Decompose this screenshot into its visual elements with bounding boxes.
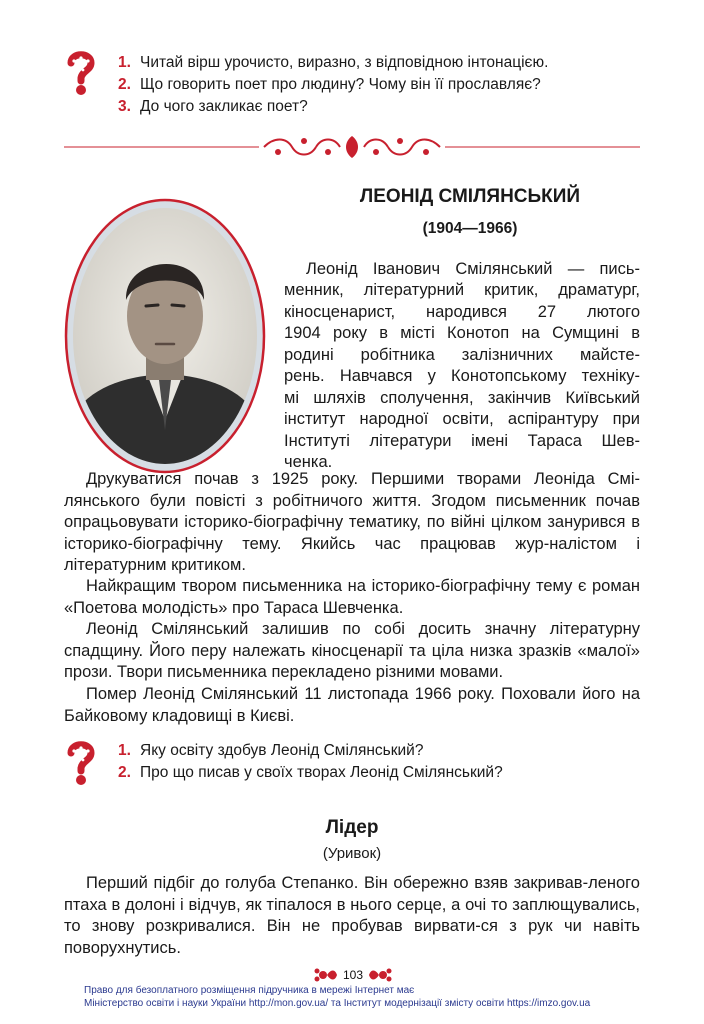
- footer-line: Право для безоплатного розміщення підручника в мережі Інтернет має: [84, 985, 415, 996]
- question-list-bottom: [118, 740, 503, 784]
- question-item: 3. До чого закликає поет?: [118, 98, 308, 115]
- body-paragraph: Помер Леонід Смілянський 11 листопада 1966 року. Поховали його на Байковому кладовищі в Києві.: [64, 685, 640, 725]
- ornament-divider: [64, 134, 640, 160]
- page-number: 103: [342, 968, 364, 982]
- author-years: (1904—1966): [422, 220, 518, 237]
- footer: [84, 985, 590, 1010]
- question-mark-icon: [62, 48, 100, 96]
- question-item: 1. Читай вірш урочисто, виразно, з відповідною інтонацією.: [118, 54, 549, 71]
- story-text: Перший підбіг до голуба Степанко. Він обережно взяв закривав-леного птаха в долоні і відчув, як тіпалося в нього серце, а очі то заплющувались, то знову розкривалися. Він не пробував вирвати-ся з рук чи навіть поворухнутись.: [64, 874, 640, 957]
- question-item: 2. Про що писав у своїх творах Леонід Смілянський?: [118, 764, 503, 781]
- story-title: Лідер: [325, 817, 379, 838]
- author-portrait: [64, 198, 266, 474]
- footer-line: Міністерство освіти і науки України http://mon.gov.ua/ та Інститут модернізації змісту освіти https://imzo.gov.ua: [84, 997, 591, 1009]
- body-paragraph: Найкращим твором письменника на історико-біографічну тему є роман «Поетова молодість» про Тараса Шевченка.: [64, 577, 640, 617]
- author-name: ЛЕОНІД СМІЛЯНСЬКИЙ: [359, 186, 581, 207]
- question-item: 2. Що говорить поет про людину? Чому він її прославляє?: [118, 76, 541, 93]
- question-list-top: [118, 52, 548, 118]
- question-item: 1. Яку освіту здобув Леонід Смілянський?: [118, 742, 424, 759]
- page-number-ornament: [313, 965, 393, 985]
- story-subtitle: (Уривок): [322, 845, 382, 862]
- question-mark-icon: [62, 738, 100, 786]
- body-paragraph: Друкуватися почав з 1925 року. Першими творами Леоніда Смі-лянського були повісті з робітничого життя. Згодом письменник почав опрацьовувати історико-біографічну тематику, по війні цілком занурився в історико-біографічну тему. Якийсь час працював жур-налістом і літературним критиком.: [64, 470, 640, 574]
- body-paragraph: Леонід Смілянський залишив по собі досить значну літературну спадщину. Його перу належать кіносценарії та ціла низка зразків «малої» прози. Твори письменника перекладено різними мовами.: [64, 620, 640, 681]
